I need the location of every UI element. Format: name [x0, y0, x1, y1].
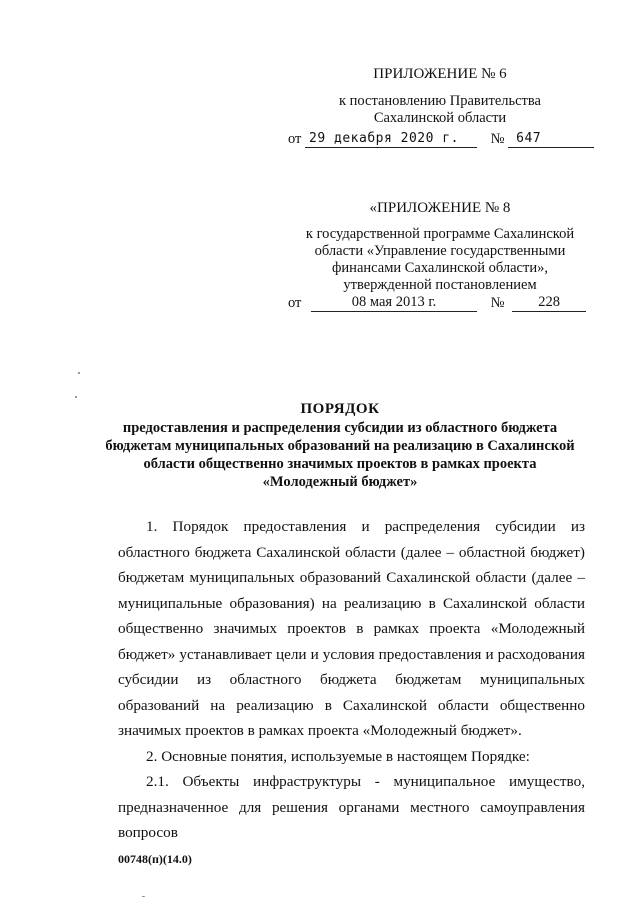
- document-subtitle-line1: предоставления и распределения субсидии из областного бюджета: [122, 420, 558, 436]
- document-body: [118, 514, 585, 846]
- document-subtitle-line3: области общественно значимых проектов в рамках проекта: [143, 456, 537, 472]
- annex-8-block: [290, 200, 590, 294]
- annex-8-date: 08 мая 2013 г.: [311, 294, 477, 312]
- document-title: ПОРЯДОК: [300, 401, 380, 417]
- annex-6-num-label: №: [490, 131, 505, 147]
- annex-8-from-label: от: [288, 295, 302, 311]
- annex-8-line2: области «Управление государственными: [314, 243, 566, 259]
- annex-8-line3: финансами Сахалинской области»,: [332, 260, 548, 276]
- annex-8-line4: утвержденной постановлением: [343, 277, 537, 293]
- annex-6-block: [290, 66, 590, 127]
- document-title-block: [80, 400, 600, 491]
- scan-speck: [78, 372, 80, 374]
- scan-speck: [75, 396, 77, 398]
- annex-6-line1: к постановлению Правительства: [339, 93, 541, 109]
- footer-document-code: 00748(п)(14.0): [118, 852, 192, 866]
- annex-6-signature-row: [288, 130, 594, 148]
- annex-8-line1: к государственной программе Сахалинской: [305, 226, 575, 242]
- annex-8-title: «ПРИЛОЖЕНИЕ № 8: [369, 200, 511, 216]
- paragraph-2-1: 2.1. Объекты инфраструктуры - муниципальное имущество, предназначенное для решения органами местного самоуправления вопросов: [118, 773, 585, 841]
- annex-8-number: 228: [512, 294, 586, 312]
- document-subtitle-line2: бюджетам муниципальных образований на реализацию в Сахалинской: [105, 438, 575, 454]
- annex-6-line2: Сахалинской области: [373, 110, 507, 126]
- annex-6-from-label: от: [288, 131, 302, 147]
- annex-6-number: 647: [508, 130, 594, 148]
- paragraph-2: 2. Основные понятия, используемые в настоящем Порядке:: [146, 747, 530, 765]
- annex-8-num-label: №: [490, 295, 505, 311]
- annex-6-date: 29 декабря 2020 г.: [305, 130, 477, 148]
- document-subtitle-line4: «Молодежный бюджет»: [262, 474, 418, 490]
- annex-8-signature-row: [288, 294, 586, 312]
- paragraph-1: 1. Порядок предоставления и распределения субсидии из областного бюджета Сахалинской области (далее – областной бюджет) бюджетам муниципальных образований Сахалинской области (далее – муниципальные образования) на реализацию в Сахалинской области общественно значимых проектов в рамках проекта «Молодежный бюджет» устанавливает цели и условия предоставления и расходования субсидии из областного бюджета бюджетам муниципальных образований на реализацию в Сахалинской области общественно значимых проектов в рамках проекта «Молодежный бюджет».: [118, 518, 585, 739]
- scan-speck: [142, 896, 145, 897]
- annex-6-title: ПРИЛОЖЕНИЕ № 6: [373, 66, 507, 82]
